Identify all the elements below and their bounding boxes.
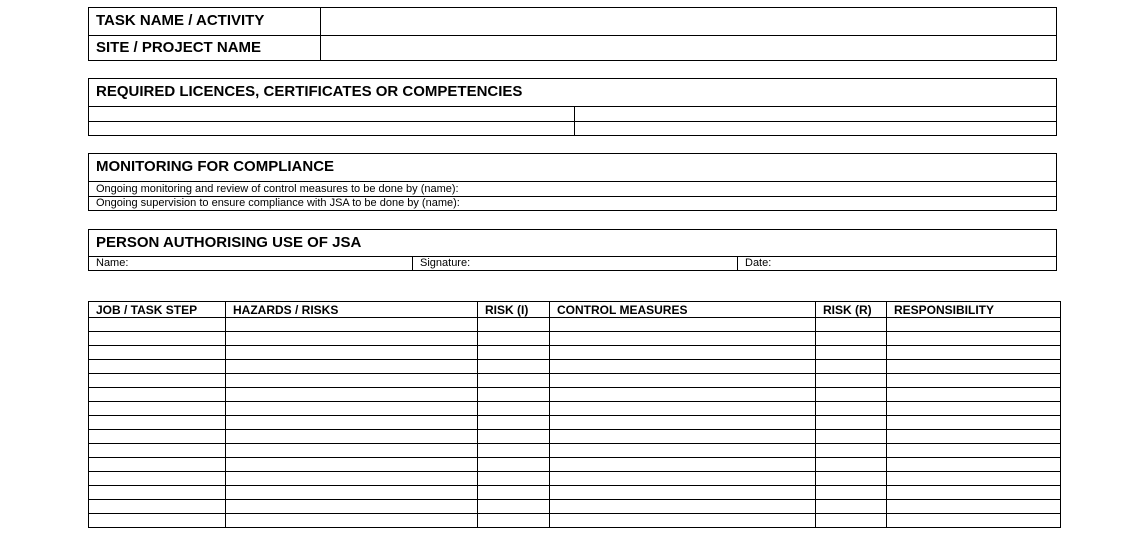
signature-field[interactable]: Signature:: [412, 257, 737, 270]
control-measures-cell[interactable]: [550, 374, 816, 388]
responsibility-cell[interactable]: [887, 402, 1061, 416]
table-header-row: [89, 302, 1061, 318]
risk-residual-cell[interactable]: [816, 346, 887, 360]
responsibility-cell[interactable]: [887, 332, 1061, 346]
risk-residual-cell[interactable]: [816, 514, 887, 528]
control-measures-cell[interactable]: [550, 444, 816, 458]
table-row: [89, 472, 1061, 486]
control-measures-cell[interactable]: [550, 500, 816, 514]
responsibility-cell[interactable]: [887, 500, 1061, 514]
risk-initial-cell[interactable]: [478, 444, 550, 458]
responsibility-cell[interactable]: [887, 514, 1061, 528]
risk-residual-cell[interactable]: [816, 430, 887, 444]
risk-residual-cell[interactable]: [816, 332, 887, 346]
hazards-cell[interactable]: [226, 402, 478, 416]
monitoring-heading: MONITORING FOR COMPLIANCE: [96, 158, 335, 175]
hazards-cell[interactable]: [226, 388, 478, 402]
risk-residual-cell[interactable]: [816, 416, 887, 430]
control-measures-cell[interactable]: [550, 388, 816, 402]
risk-residual-cell[interactable]: [816, 374, 887, 388]
risk-initial-cell[interactable]: [478, 472, 550, 486]
responsibility-cell[interactable]: [887, 444, 1061, 458]
table-row: [89, 444, 1061, 458]
responsibility-cell[interactable]: [887, 486, 1061, 500]
risk-initial-cell[interactable]: [478, 500, 550, 514]
column-header-responsibility: RESPONSIBILITY: [887, 302, 1061, 318]
monitoring-review-row: [89, 181, 1056, 196]
site-label: SITE / PROJECT NAME: [96, 39, 262, 56]
job-step-cell[interactable]: [89, 514, 226, 528]
review-label: Ongoing monitoring and review of control measures to be done by (name):: [96, 183, 459, 195]
monitoring-supervision-row: [89, 196, 1056, 210]
risk-initial-cell[interactable]: [478, 332, 550, 346]
name-field[interactable]: Name:: [96, 257, 129, 269]
job-step-cell[interactable]: [89, 458, 226, 472]
job-step-cell[interactable]: [89, 444, 226, 458]
authorisation-fields-row: [89, 256, 1056, 270]
job-step-cell[interactable]: [89, 402, 226, 416]
control-measures-cell[interactable]: [550, 332, 816, 346]
column-header-control-measures: CONTROL MEASURES: [550, 302, 816, 318]
risk-initial-cell[interactable]: [478, 374, 550, 388]
control-measures-cell[interactable]: [550, 430, 816, 444]
hazards-cell[interactable]: [226, 458, 478, 472]
job-step-cell[interactable]: [89, 360, 226, 374]
hazards-cell[interactable]: [226, 444, 478, 458]
column-header-job-step: JOB / TASK STEP: [89, 302, 226, 318]
control-measures-cell[interactable]: [550, 318, 816, 332]
risk-residual-cell[interactable]: [816, 388, 887, 402]
responsibility-cell[interactable]: [887, 472, 1061, 486]
licences-section: [88, 78, 1057, 136]
licence-field[interactable]: [574, 122, 1056, 135]
risk-residual-cell[interactable]: [816, 486, 887, 500]
table-row: [89, 318, 1061, 332]
task-steps-table: [88, 301, 1061, 528]
hazards-cell[interactable]: [226, 514, 478, 528]
column-header-risk-initial: RISK (I): [478, 302, 550, 318]
risk-initial-cell[interactable]: [478, 360, 550, 374]
job-step-cell[interactable]: [89, 430, 226, 444]
risk-initial-cell[interactable]: [478, 416, 550, 430]
risk-residual-cell[interactable]: [816, 360, 887, 374]
risk-initial-cell[interactable]: [478, 346, 550, 360]
control-measures-cell[interactable]: [550, 514, 816, 528]
risk-initial-cell[interactable]: [478, 458, 550, 472]
hazards-cell[interactable]: [226, 500, 478, 514]
date-field[interactable]: Date:: [737, 257, 1056, 270]
task-name-field[interactable]: [320, 8, 1056, 35]
control-measures-cell[interactable]: [550, 346, 816, 360]
authorisation-heading: PERSON AUTHORISING USE OF JSA: [96, 234, 362, 251]
risk-residual-cell[interactable]: [816, 500, 887, 514]
responsibility-cell[interactable]: [887, 346, 1061, 360]
table-row: [89, 332, 1061, 346]
risk-initial-cell[interactable]: [478, 486, 550, 500]
risk-residual-cell[interactable]: [816, 402, 887, 416]
job-step-cell[interactable]: [89, 388, 226, 402]
licence-field[interactable]: [574, 107, 1056, 121]
hazards-cell[interactable]: [226, 486, 478, 500]
hazards-cell[interactable]: [226, 318, 478, 332]
risk-residual-cell[interactable]: [816, 318, 887, 332]
control-measures-cell[interactable]: [550, 360, 816, 374]
risk-residual-cell[interactable]: [816, 444, 887, 458]
responsibility-cell[interactable]: [887, 318, 1061, 332]
job-step-cell[interactable]: [89, 346, 226, 360]
task-steps-body: [89, 318, 1061, 528]
licence-field[interactable]: [89, 122, 574, 135]
job-step-cell[interactable]: [89, 318, 226, 332]
job-step-cell[interactable]: [89, 472, 226, 486]
table-row: [89, 360, 1061, 374]
monitoring-heading-row: [89, 154, 1056, 181]
table-row: [89, 514, 1061, 528]
hazards-cell[interactable]: [226, 360, 478, 374]
table-row: [89, 346, 1061, 360]
risk-initial-cell[interactable]: [478, 402, 550, 416]
responsibility-cell[interactable]: [887, 374, 1061, 388]
control-measures-cell[interactable]: [550, 458, 816, 472]
risk-initial-cell[interactable]: [478, 514, 550, 528]
table-row: [89, 430, 1061, 444]
control-measures-cell[interactable]: [550, 416, 816, 430]
licences-row: [89, 121, 1056, 135]
hazards-cell[interactable]: [226, 346, 478, 360]
hazards-cell[interactable]: [226, 332, 478, 346]
responsibility-cell[interactable]: [887, 360, 1061, 374]
authorisation-heading-row: [89, 230, 1056, 256]
table-row: [89, 500, 1061, 514]
table-row: [89, 416, 1061, 430]
site-field[interactable]: [320, 36, 1056, 60]
task-info-section: [88, 7, 1057, 61]
table-row: [89, 458, 1061, 472]
risk-residual-cell[interactable]: [816, 472, 887, 486]
risk-initial-cell[interactable]: [478, 430, 550, 444]
job-step-cell[interactable]: [89, 374, 226, 388]
licences-row: [89, 106, 1056, 121]
site-row: [89, 35, 1056, 60]
control-measures-cell[interactable]: [550, 472, 816, 486]
control-measures-cell[interactable]: [550, 486, 816, 500]
job-step-cell[interactable]: [89, 486, 226, 500]
hazards-cell[interactable]: [226, 374, 478, 388]
job-step-cell[interactable]: [89, 500, 226, 514]
hazards-cell[interactable]: [226, 416, 478, 430]
responsibility-cell[interactable]: [887, 430, 1061, 444]
job-step-cell[interactable]: [89, 332, 226, 346]
table-row: [89, 374, 1061, 388]
hazards-cell[interactable]: [226, 430, 478, 444]
table-row: [89, 402, 1061, 416]
responsibility-cell[interactable]: [887, 388, 1061, 402]
risk-initial-cell[interactable]: [478, 388, 550, 402]
monitoring-section: [88, 153, 1057, 211]
column-header-hazards: HAZARDS / RISKS: [226, 302, 478, 318]
risk-initial-cell[interactable]: [478, 318, 550, 332]
task-name-row: [89, 8, 1056, 35]
task-name-label: TASK NAME / ACTIVITY: [96, 12, 265, 29]
hazards-cell[interactable]: [226, 472, 478, 486]
column-header-risk-residual: RISK (R): [816, 302, 887, 318]
supervision-label: Ongoing supervision to ensure compliance with JSA to be done by (name):: [96, 197, 460, 209]
licences-heading-row: [89, 79, 1056, 106]
table-row: [89, 388, 1061, 402]
licences-heading: REQUIRED LICENCES, CERTIFICATES OR COMPETENCIES: [96, 83, 523, 100]
authorisation-section: [88, 229, 1057, 271]
responsibility-cell[interactable]: [887, 416, 1061, 430]
job-step-cell[interactable]: [89, 416, 226, 430]
responsibility-cell[interactable]: [887, 458, 1061, 472]
control-measures-cell[interactable]: [550, 402, 816, 416]
risk-residual-cell[interactable]: [816, 458, 887, 472]
licence-field[interactable]: [89, 107, 574, 121]
table-row: [89, 486, 1061, 500]
